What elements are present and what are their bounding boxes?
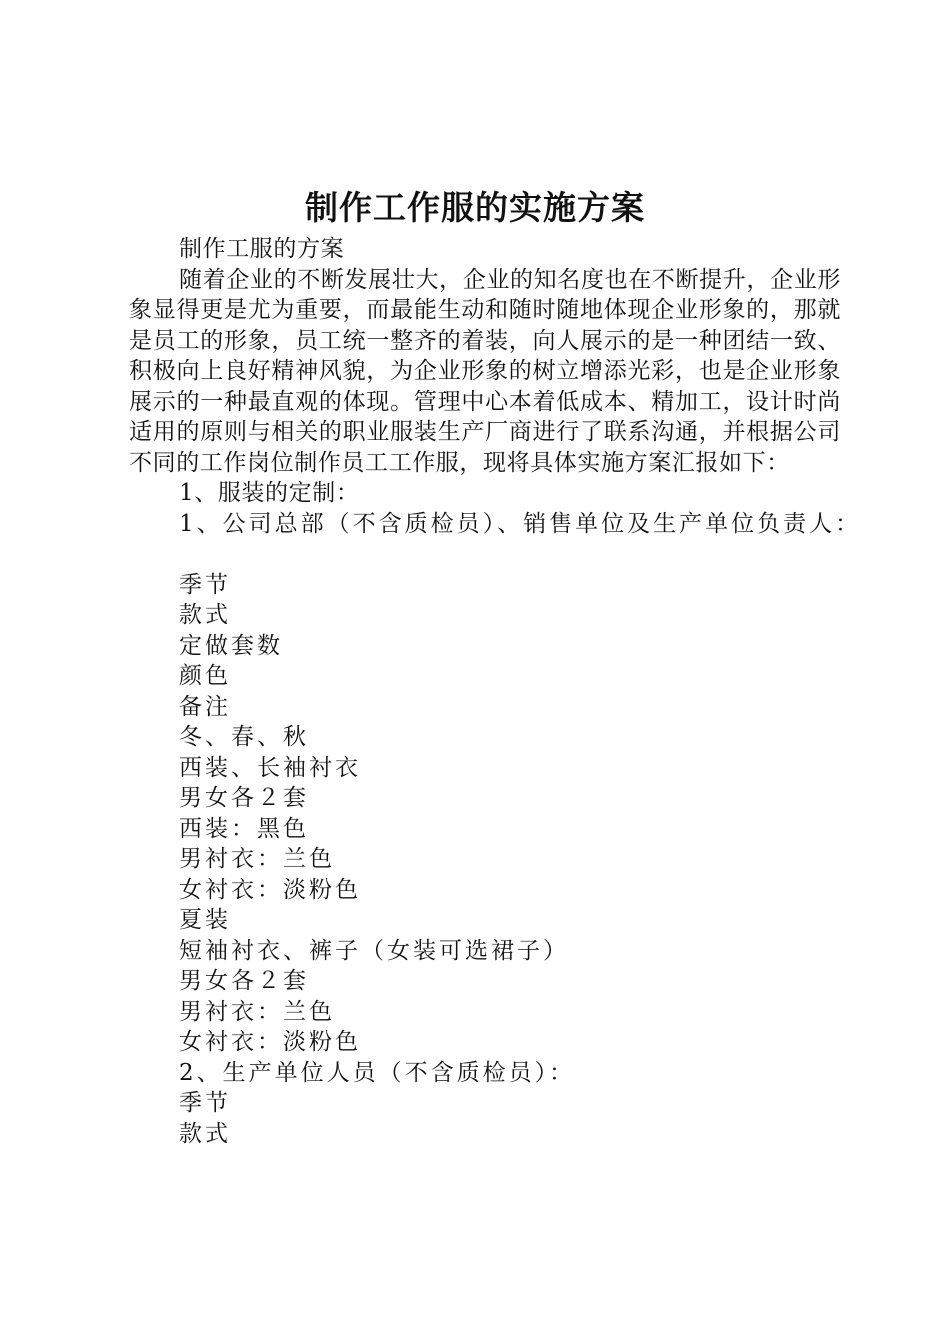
spec-line: 西装：黑色 — [179, 815, 309, 842]
spec-line: 款式 — [179, 1120, 231, 1147]
spec-line: 男女各２套 — [179, 785, 309, 811]
spec-line: 女衬衣：淡粉色 — [179, 876, 361, 903]
spec-line: 夏装 — [179, 907, 231, 933]
spec-line: 冬、春、秋 — [179, 724, 309, 750]
spec-line: 西装、长袖衬衣 — [179, 754, 361, 781]
blank-line — [129, 539, 841, 570]
spec-line: 备注 — [179, 693, 231, 720]
intro-paragraph: 随着企业的不断发展壮大，企业的知名度也在不断提升，企业形象显得更是尤为重要，而最能生动和随时随地体现企业形象的，那就是员工的形象，员工统一整齐的着装，向人展示的是一种团结一致、积极向上良好精神风貌，为企业形象的树立增添光彩，也是企业形象展示的一种最直观的体现。管理中心本着低成本、精加工，设计时尚适用的原则与相关的职业服装生产厂商进行了联系沟通，并根据公司不同的工作岗位制作员工工作服，现将具体实施方案汇报如下： — [129, 266, 841, 476]
spec-line: 男衬衣：兰色 — [179, 998, 335, 1025]
spec-line: 季节 — [179, 1090, 231, 1116]
document-body — [129, 234, 862, 1149]
document-subtitle: 制作工服的方案 — [179, 236, 345, 262]
spec-line: 颜色 — [179, 663, 231, 689]
spec-line: 男女各２套 — [179, 968, 309, 994]
spec-line: 款式 — [179, 602, 231, 628]
document-title: 制作工作服的实施方案 — [305, 188, 645, 227]
spec-line: 定做套数 — [179, 632, 283, 659]
clothing-spec-list — [129, 570, 841, 1058]
group-heading: 1、公司总部（不含质检员）、销售单位及生产单位负责人： — [179, 510, 862, 537]
section-heading: 1、服装的定制： — [179, 480, 360, 506]
spec-line: 季节 — [179, 571, 231, 598]
spec-line: 女衬衣：淡粉色 — [179, 1029, 361, 1055]
spec-line: 短袖衬衣、裤子（女装可选裙子） — [179, 937, 569, 964]
group-heading: 2、生产单位人员（不含质检员）： — [179, 1059, 576, 1086]
spec-line: 男衬衣：兰色 — [179, 846, 335, 872]
clothing-spec-list — [129, 1088, 841, 1149]
